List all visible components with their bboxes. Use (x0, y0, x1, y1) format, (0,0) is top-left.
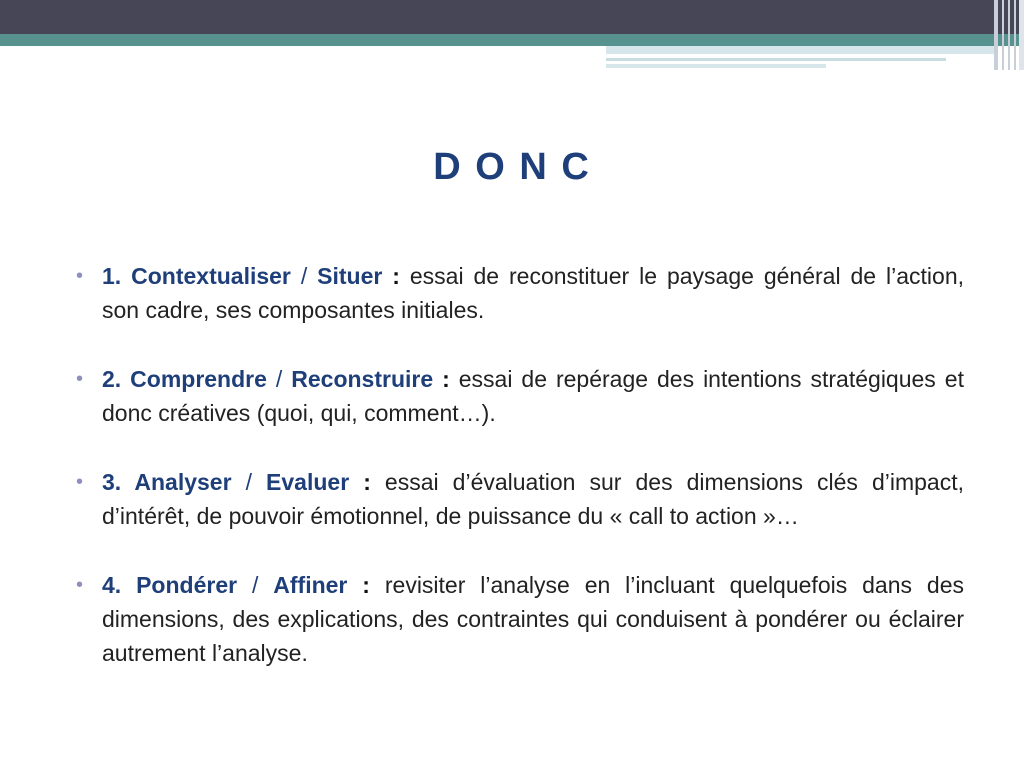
item-term: 4. Pondérer (102, 572, 238, 598)
item-colon: : (347, 572, 370, 598)
item-colon: : (349, 469, 371, 495)
header-band-teal (0, 34, 1024, 46)
list-item (74, 465, 964, 533)
item-colon: : (382, 263, 400, 289)
item-separator: / (237, 572, 274, 598)
item-term: 1. Contextualiser (102, 263, 291, 289)
item-term: Reconstruire (291, 366, 434, 392)
item-term: Affiner (273, 572, 348, 598)
item-term: Evaluer (266, 469, 350, 495)
header-corner-stripe (1002, 0, 1004, 70)
header-corner-stripe (994, 0, 998, 70)
list-item (74, 259, 964, 327)
item-colon: : (433, 366, 450, 392)
slide-title: D O N C (433, 146, 591, 188)
list-item (74, 362, 964, 430)
bullet-icon: • (76, 265, 84, 287)
item-description: essai de reconstituer le paysage général de l’action, son cadre, ses composantes initiales. (102, 263, 964, 323)
bullet-icon: • (76, 471, 84, 493)
bullet-list (74, 259, 964, 705)
item-term: 2. Comprendre (102, 366, 267, 392)
item-separator: / (266, 366, 292, 392)
header-corner-stripe (1019, 0, 1024, 70)
bullet-icon: • (76, 574, 84, 596)
header-accent-line (606, 64, 826, 68)
item-term: 3. Analyser (102, 469, 232, 495)
header-accent-line (606, 46, 998, 54)
header-corner-stripe (1014, 0, 1016, 70)
header-band-dark (0, 0, 1024, 34)
bullet-icon: • (76, 368, 84, 390)
item-description: essai d’évaluation sur des dimensions clés d’impact, d’intérêt, de pouvoir émotionnel, de puissance du « call to action »… (102, 469, 964, 529)
item-separator: / (290, 263, 318, 289)
header-accent-line (606, 58, 946, 61)
item-description: essai de repérage des intentions stratégiques et donc créatives (quoi, qui, comment…). (102, 366, 964, 426)
item-separator: / (231, 469, 267, 495)
item-description: revisiter l’analyse en l’incluant quelquefois dans des dimensions, des explications, des contraintes qui conduisent à pondérer ou éclairer autrement l’analyse. (102, 572, 964, 666)
header-corner-stripe (1008, 0, 1010, 70)
list-item (74, 568, 964, 670)
item-term: Situer (317, 263, 383, 289)
